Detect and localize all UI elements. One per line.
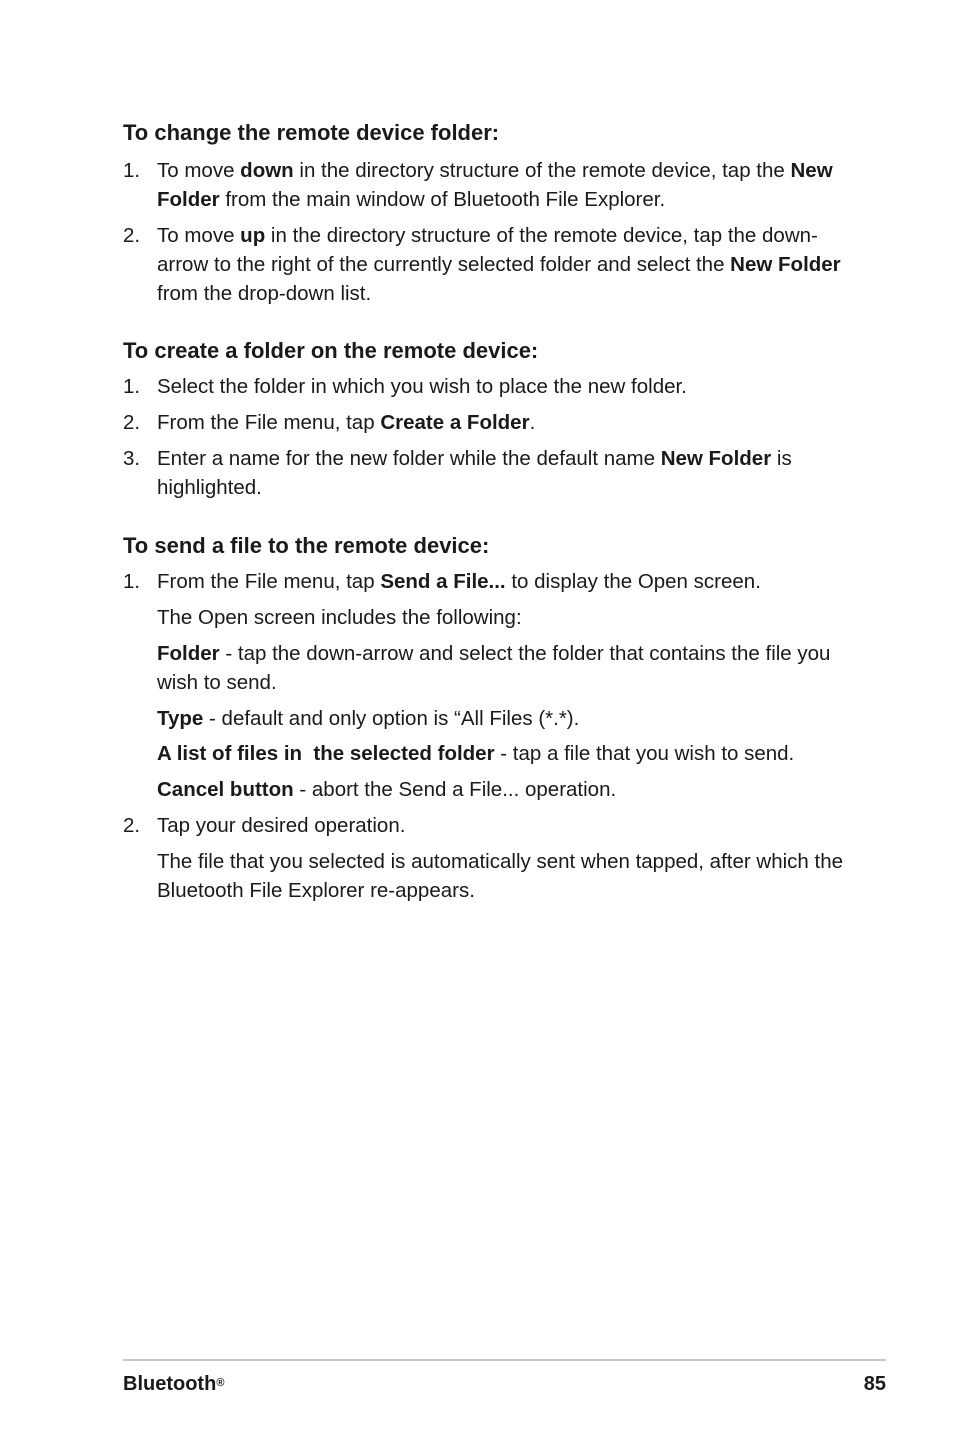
list-item: [123, 372, 843, 401]
item-number: 1.: [123, 159, 141, 182]
footer-divider: [123, 1359, 886, 1361]
item-text: From the File menu, tap Send a File... to display the Open screen.: [157, 570, 761, 593]
page-number: 85: [863, 1373, 886, 1395]
item-text: Tap your desired operation.: [157, 814, 406, 837]
detail-paragraph: Folder - tap the down-arrow and select the folder that contains the file you wish to send.: [157, 642, 831, 694]
section-heading: To send a file to the remote device:: [123, 533, 490, 558]
item-number: 2.: [123, 411, 141, 434]
item-text: To move down in the directory structure of the remote device, tap the New Folder from the main window of Bluetooth File Explorer.: [157, 159, 833, 211]
item-text: To move up in the directory structure of the remote device, tap the down-arrow to the right of the currently selected folder and select the New Folder from the drop-down list.: [157, 224, 841, 305]
detail-term: Folder: [157, 642, 220, 665]
section-heading: To create a folder on the remote device:: [123, 338, 539, 363]
detail-term: Cancel button: [157, 778, 294, 801]
list-item: [123, 408, 843, 437]
item-text: Select the folder in which you wish to place the new folder.: [157, 375, 687, 398]
detail-paragraph: The Open screen includes the following:: [157, 606, 522, 629]
detail-paragraph: A list of files in the selected folder - tap a file that you wish to send.: [157, 742, 795, 765]
item-number: 3.: [123, 447, 141, 470]
item-number: 1.: [123, 375, 141, 398]
list-item: [123, 444, 843, 502]
detail-term: Type: [157, 707, 204, 730]
detail-paragraph: Type - default and only option is “All Files (*.*).: [157, 707, 580, 730]
list-item: [123, 221, 843, 308]
item-number: 1.: [123, 570, 141, 593]
list-item: [123, 811, 843, 840]
item-number: 2.: [123, 814, 141, 837]
item-text: Enter a name for the new folder while the default name New Folder is highlighted.: [157, 447, 792, 499]
detail-term: A list of files in the selected folder: [157, 742, 495, 765]
item-text: From the File menu, tap Create a Folder.: [157, 411, 536, 434]
detail-paragraph: The file that you selected is automatically sent when tapped, after which the Bluetooth File Explorer re-appears.: [157, 850, 843, 902]
list-item: [123, 156, 843, 214]
registered-mark: ®: [216, 1377, 225, 1389]
detail-paragraph: Cancel button - abort the Send a File... operation.: [157, 778, 617, 801]
section-heading: To change the remote device folder:: [123, 120, 500, 145]
list-item: [123, 567, 843, 596]
footer-title: Bluetooth®: [123, 1373, 225, 1395]
item-number: 2.: [123, 224, 141, 247]
